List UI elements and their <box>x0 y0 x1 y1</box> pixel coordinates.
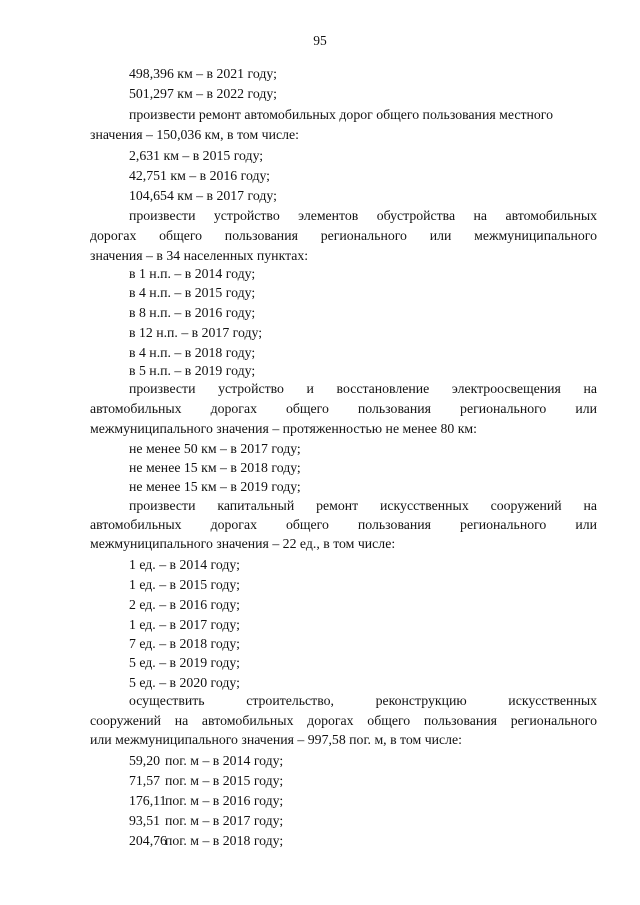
text-line: 7 ед. – в 2018 году; <box>129 636 240 651</box>
measure-value: 176,11 <box>129 793 167 808</box>
measure-text: пог. м – в 2018 году; <box>165 833 284 848</box>
text-line: произвести устройство и восстановление электроосвещения на <box>129 381 597 396</box>
text-line: произвести ремонт автомобильных дорог общего пользования местного <box>129 107 553 122</box>
text-line: значения – 150,036 км, в том числе: <box>90 127 299 142</box>
text-line: не менее 50 км – в 2017 году; <box>129 441 301 456</box>
text-line: 1 ед. – в 2014 году; <box>129 557 240 572</box>
text-line: 42,751 км – в 2016 году; <box>129 168 271 183</box>
text-line: 5 ед. – в 2019 году; <box>129 655 240 670</box>
measure-text: пог. м – в 2014 году; <box>165 753 284 768</box>
text-line: в 4 н.п. – в 2015 году; <box>129 285 256 300</box>
measure-value: 93,51 <box>129 813 161 828</box>
text-line: 1 ед. – в 2015 году; <box>129 577 240 592</box>
text-line: в 1 н.п. – в 2014 году; <box>129 266 256 281</box>
text-line: не менее 15 км – в 2018 году; <box>129 460 301 475</box>
measure-line <box>129 751 283 770</box>
measure-value: 59,20 <box>129 753 161 768</box>
text-line: автомобильных дорогах общего пользования регионального или <box>90 517 597 532</box>
text-line: или межмуниципального значения – 997,58 пог. м, в том числе: <box>90 732 462 747</box>
measure-text: пог. м – в 2016 году; <box>165 793 284 808</box>
measure-text: пог. м – в 2017 году; <box>165 813 284 828</box>
text-line: 5 ед. – в 2020 году; <box>129 675 240 690</box>
text-line: автомобильных дорогах общего пользования регионального или <box>90 401 597 416</box>
text-line: значения – в 34 населенных пунктах: <box>90 248 309 263</box>
measure-line <box>129 771 283 790</box>
text-line: в 12 н.п. – в 2017 году; <box>129 325 263 340</box>
text-line: в 8 н.п. – в 2016 году; <box>129 305 256 320</box>
text-line: в 5 н.п. – в 2019 году; <box>129 363 256 378</box>
text-line: 498,396 км – в 2021 году; <box>129 66 277 81</box>
text-line: 1 ед. – в 2017 году; <box>129 617 240 632</box>
measure-line <box>129 831 283 850</box>
text-line: осуществить строительство, реконструкцию искусственных <box>129 693 597 708</box>
measure-line <box>129 811 283 830</box>
text-line: 104,654 км – в 2017 году; <box>129 188 277 203</box>
text-line: произвести устройство элементов обустройства на автомобильных <box>129 208 597 223</box>
text-line: 501,297 км – в 2022 году; <box>129 86 277 101</box>
text-line: межмуниципального значения – 22 ед., в том числе: <box>90 536 396 551</box>
measure-line <box>129 791 283 810</box>
measure-text: пог. м – в 2015 году; <box>165 773 284 788</box>
text-line: не менее 15 км – в 2019 году; <box>129 479 301 494</box>
measure-value: 71,57 <box>129 773 161 788</box>
text-line: сооружений на автомобильных дорогах общего пользования регионального <box>90 713 597 728</box>
text-line: межмуниципального значения – протяженностью не менее 80 км: <box>90 421 477 436</box>
page-number: 95 <box>313 33 327 48</box>
text-line: дорогах общего пользования регионального или межмуниципального <box>90 228 597 243</box>
text-line: 2 ед. – в 2016 году; <box>129 597 240 612</box>
text-line: в 4 н.п. – в 2018 году; <box>129 345 256 360</box>
text-line: произвести капитальный ремонт искусственных сооружений на <box>129 498 597 513</box>
text-line: 2,631 км – в 2015 году; <box>129 148 264 163</box>
measure-value: 204,76 <box>129 833 167 848</box>
